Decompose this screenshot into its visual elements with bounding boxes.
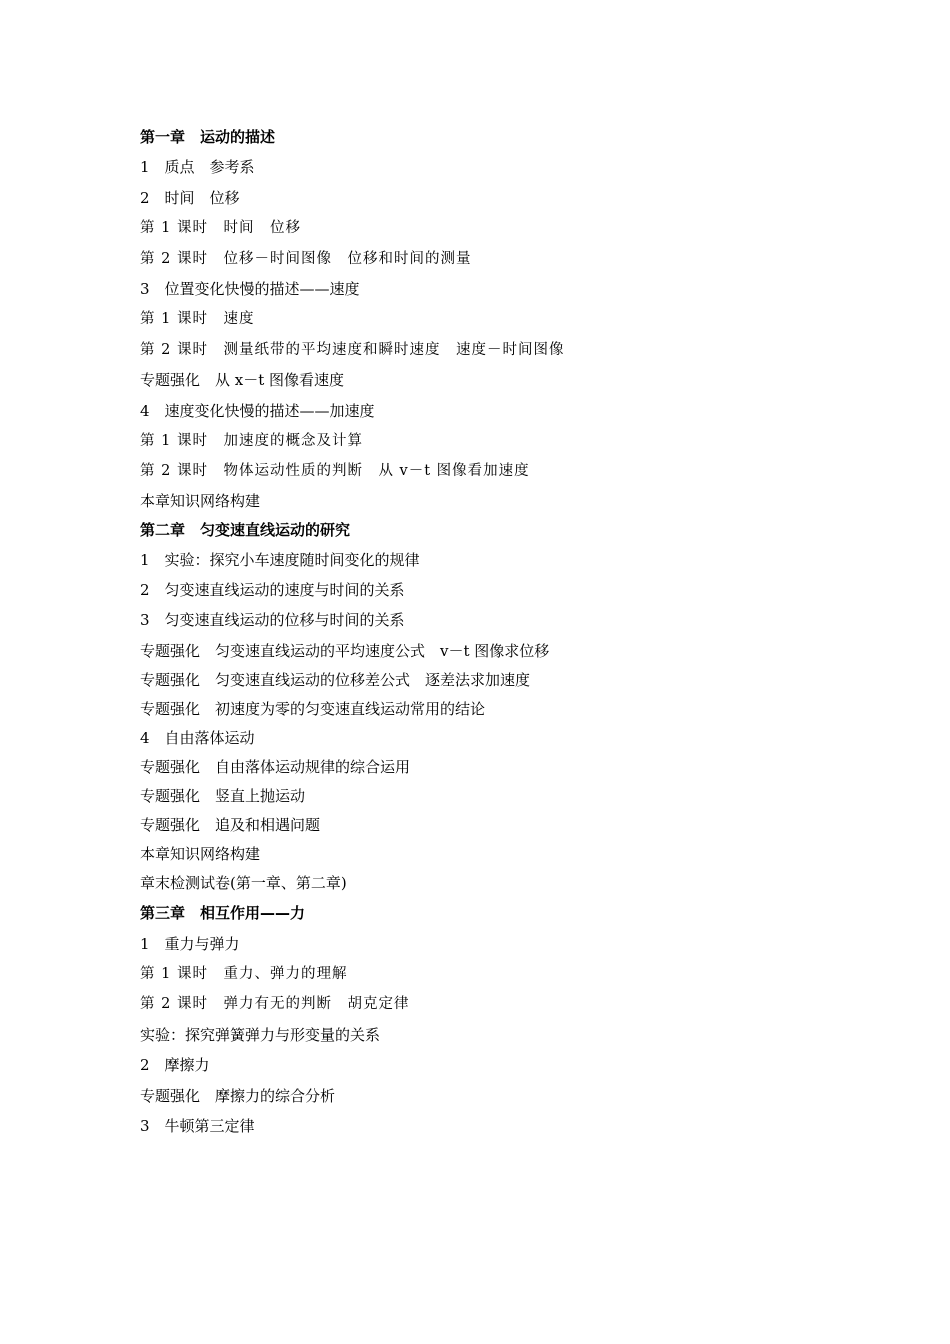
toc-entry: 1 质点 参考系	[140, 158, 255, 177]
table-of-contents	[140, 122, 840, 1141]
toc-entry: 第 2 课时 弹力有无的判断 胡克定律	[140, 996, 410, 1013]
toc-entry: 3 位置变化快慢的描述——速度	[140, 279, 360, 298]
chapter-2-heading: 第二章 匀变速直线运动的研究	[140, 520, 351, 539]
chapter-1-heading: 第一章 运动的描述	[140, 128, 276, 146]
toc-entry: 专题强化 摩擦力的综合分析	[140, 1086, 336, 1105]
toc-entry: 专题强化 匀变速直线运动的平均速度公式 v－t 图像求位移	[140, 641, 550, 660]
toc-entry: 第 2 课时 测量纸带的平均速度和瞬时速度 速度－时间图像	[140, 341, 565, 358]
toc-entry: 2 摩擦力	[140, 1056, 210, 1075]
toc-entry: 专题强化 匀变速直线运动的位移差公式 逐差法求加速度	[140, 671, 531, 690]
toc-entry: 专题强化 追及和相遇问题	[140, 816, 321, 835]
toc-entry: 实验：探究弹簧弹力与形变量的关系	[140, 1025, 381, 1044]
toc-entry: 专题强化 从 x－t 图像看速度	[140, 371, 345, 390]
toc-entry: 第 1 课时 速度	[140, 311, 255, 328]
chapter-3-heading: 第三章 相互作用——力	[140, 904, 306, 923]
toc-entry: 本章知识网络构建	[140, 845, 261, 864]
toc-entry: 3 匀变速直线运动的位移与时间的关系	[140, 611, 405, 630]
toc-entry: 1 重力与弹力	[140, 934, 240, 953]
toc-entry: 专题强化 自由落体运动规律的综合运用	[140, 758, 411, 777]
toc-entry: 2 时间 位移	[140, 188, 240, 207]
toc-entry: 章末检测试卷(第一章、第二章)	[140, 874, 347, 893]
toc-entry: 2 匀变速直线运动的速度与时间的关系	[140, 581, 405, 600]
toc-entry: 专题强化 初速度为零的匀变速直线运动常用的结论	[140, 700, 486, 719]
toc-entry: 专题强化 竖直上抛运动	[140, 787, 306, 806]
toc-entry: 第 1 课时 重力、弹力的理解	[140, 966, 348, 983]
toc-entry: 第 2 课时 位移－时间图像 位移和时间的测量	[140, 250, 472, 267]
toc-entry: 第 1 课时 时间 位移	[140, 220, 301, 237]
toc-entry: 本章知识网络构建	[140, 491, 261, 510]
toc-entry: 3 牛顿第三定律	[140, 1116, 255, 1135]
toc-entry: 第 2 课时 物体运动性质的判断 从 v－t 图像看加速度	[140, 463, 530, 480]
toc-entry: 1 实验：探究小车速度随时间变化的规律	[140, 550, 420, 569]
toc-entry: 4 速度变化快慢的描述——加速度	[140, 401, 375, 420]
toc-entry: 第 1 课时 加速度的概念及计算	[140, 432, 363, 449]
toc-entry: 4 自由落体运动	[140, 729, 255, 748]
